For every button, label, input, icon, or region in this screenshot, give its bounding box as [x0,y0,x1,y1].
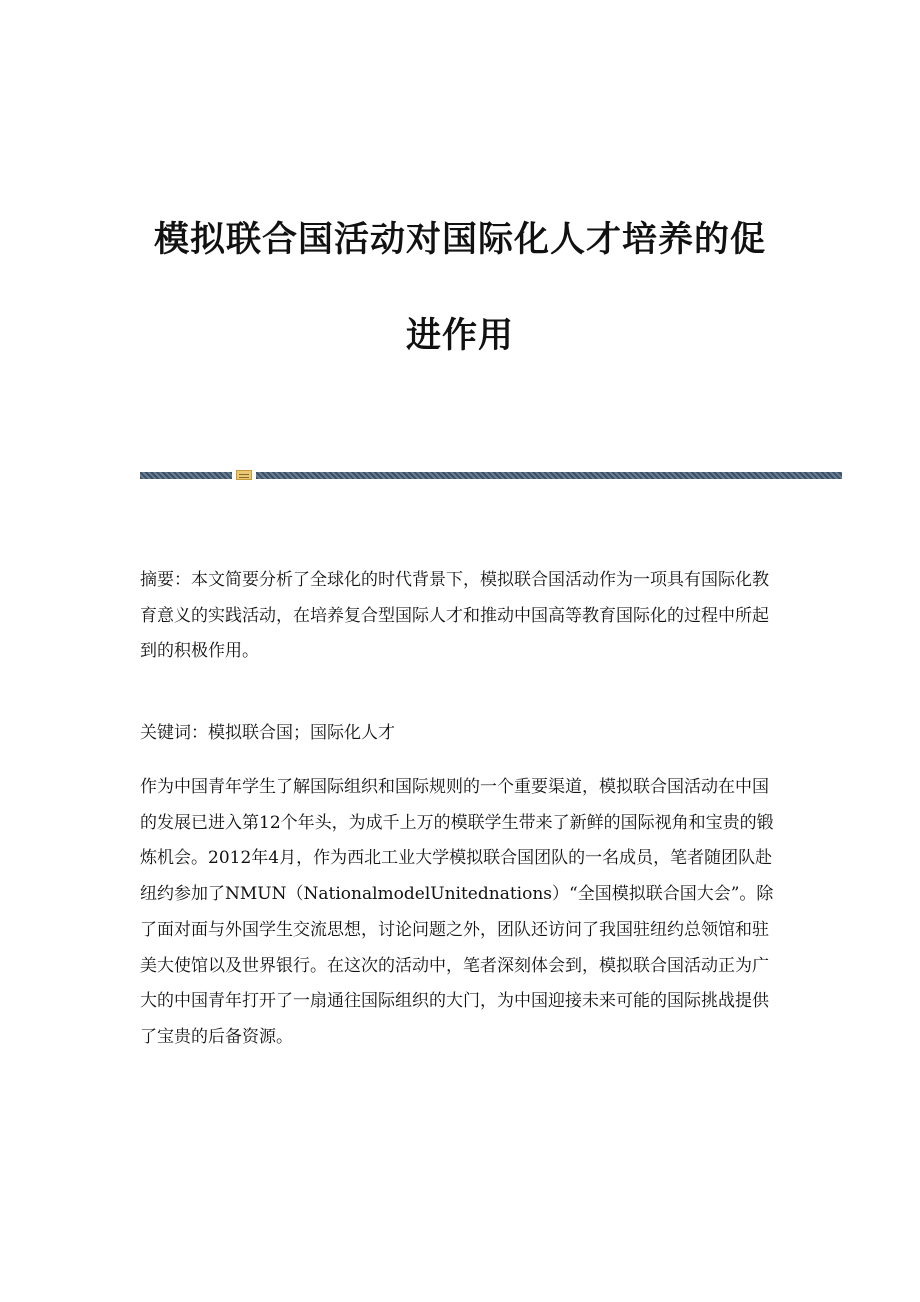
keywords-line: 关键词：模拟联合国；国际化人才 [140,723,395,743]
divider-bar-right [256,472,842,479]
body-paragraph: 作为中国青年学生了解国际组织和国际规则的一个重要渠道，模拟联合国活动在中国的发展已进入第12个年头，为成千上万的模联学生带来了新鲜的国际视角和宝贵的锻炼机会。2012年4月，作为西北工业大学模拟联合国团队的一名成员，笔者随团队赴纽约参加了NMUN（NationalmodelUnitednations）“全国模拟联合国大会”。除了面对面与外国学生交流思想，讨论问题之外，团队还访问了我国驻纽约总领馆和驻美大使馆以及世界银行。在这次的活动中，笔者深刻体会到，模拟联合国活动正为广大的中国青年打开了一扇通往国际组织的大门，为中国迎接未来可能的国际挑战提供了宝贵的后备资源。 [140,777,774,1047]
divider-bar-left [140,472,232,479]
envelope-icon [236,470,252,480]
abstract-paragraph: 摘要：本文简要分析了全球化的时代背景下，模拟联合国活动作为一项具有国际化教育意义的实践活动，在培养复合型国际人才和推动中国高等教育国际化的过程中所起到的积极作用。 [140,570,769,662]
title-divider [140,470,842,480]
document-title-line-1: 模拟联合国活动对国际化人才培养的促 [153,219,766,260]
document-title-line-2: 进作用 [405,315,514,356]
